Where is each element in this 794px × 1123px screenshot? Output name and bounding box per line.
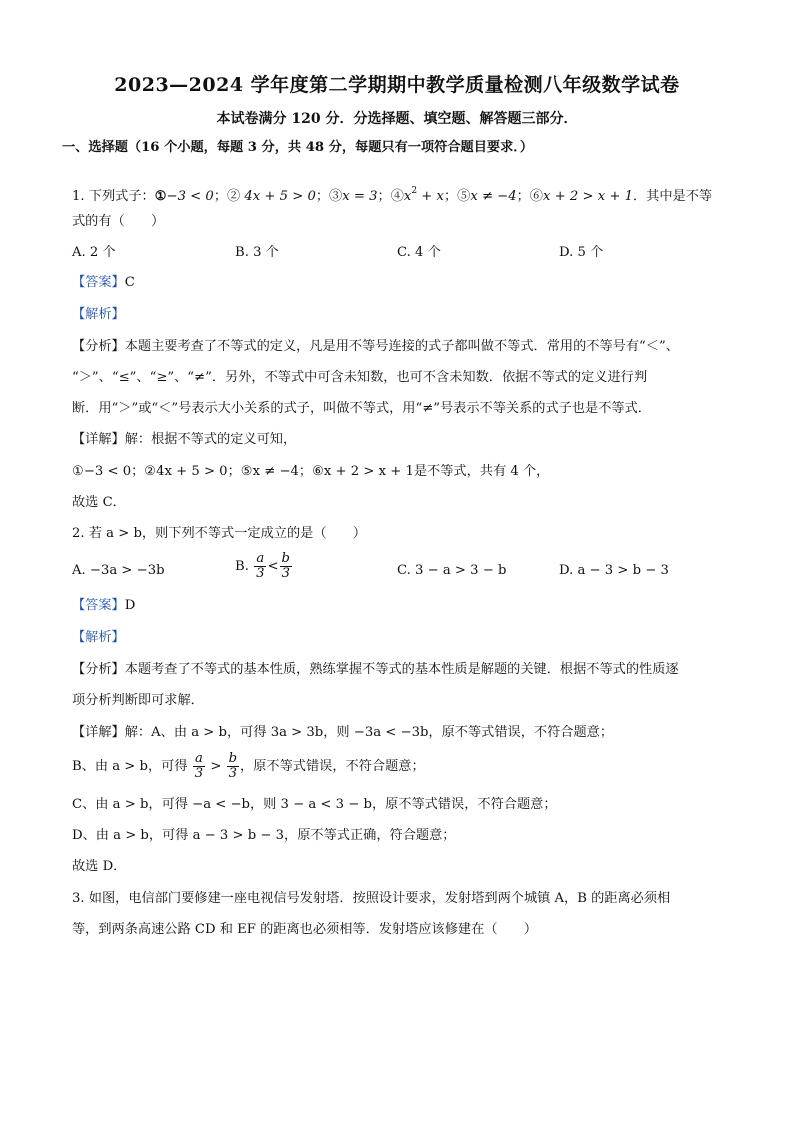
q1-fenxi-line2: “＞”、“≤”、“≥”、“≠”．另外，不等式中可含未知数，也可不含未知数．依据不等式的定义进行判	[72, 370, 648, 385]
q2-option-b-frac-a: $\frac{a}{3}$	[256, 551, 265, 581]
q1-analysis-tag: 【解析】	[72, 307, 125, 322]
q2-option-d: D. a − 3 > b − 3	[559, 563, 669, 578]
q1-detail-line1: 【详解】解：根据不等式的定义可知，	[72, 432, 297, 447]
q2-detail-b: B、由 a > b，可得 $\frac{a}{3}$ > $\frac{b}{3}$ ，原不等式错误，不符合题意；	[72, 751, 425, 781]
q2-analysis-tag: 【解析】	[72, 630, 125, 645]
q3-stem-line1: 3. 如图，电信部门要修建一座电视信号发射塔．按照设计要求，发射塔到两个城镇 A，B 的距离必须相	[72, 891, 671, 906]
q2-detail-a: 【详解】解：A、由 a > b，可得 3a > 3b，则 −3a < −3b，原不等式错误，不符合题意；	[72, 725, 614, 740]
q2-fenxi-line1: 【分析】本题考查了不等式的基本性质，熟练掌握不等式的基本性质是解题的关键．根据不等式的性质逐	[72, 662, 679, 677]
page-subtitle: 本试卷满分 120 分．分选择题、填空题、解答题三部分．	[216, 111, 578, 127]
q2-fenxi-line2: 项分析判断即可求解．	[72, 693, 204, 708]
q2-answer: 【答案】D	[72, 598, 136, 613]
q2-option-b-frac-b: $\frac{b}{3}$	[281, 551, 290, 581]
q2-stem: 2. 若 a > b，则下列不等式一定成立的是（ ）	[72, 526, 367, 541]
q1-detail-line2: ①−3 < 0；②4x + 5 > 0；⑤x ≠ −4；⑥x + 2 > x + 1是不等式，共有 4 个，	[72, 464, 550, 479]
q1-option-b: B. 3 个	[235, 245, 279, 260]
q1-stem-line1: 1. 下列式子：①−3 < 0；② 4x + 5 > 0；③x = 3；$④x^2 + x$；⑤x ≠ −4；⑥x + 2 > x + 1．其中是不等	[72, 186, 713, 204]
section-heading: 一、选择题（16 个小题，每题 3 分，共 48 分，每题只有一项符合题目要求．）	[62, 140, 534, 155]
q2-conclusion: 故选 D．	[72, 859, 127, 874]
page-title: 2023—2024 学年度第二学期期中教学质量检测八年级数学试卷	[114, 74, 680, 96]
q1-fenxi-line1: 【分析】本题主要考查了不等式的定义，凡是用不等号连接的式子都叫做不等式．常用的不等号有“＜”、	[72, 339, 679, 354]
q1-conclusion: 故选 C．	[72, 495, 126, 510]
q2-option-b: B. $\frac{a}{3}$ < $\frac{b}{3}$	[235, 551, 290, 581]
q1-option-d: D. 5 个	[559, 245, 604, 260]
q2-option-c: C. 3 − a > 3 − b	[397, 563, 507, 578]
q2-detail-d: D、由 a > b，可得 a − 3 > b − 3，原不等式正确，符合题意；	[72, 828, 456, 843]
q1-answer: 【答案】C	[72, 275, 135, 290]
q2-option-a: A. −3a > −3b	[72, 563, 165, 578]
q1-option-c: C. 4 个	[397, 245, 441, 260]
q2-detail-c: C、由 a > b，可得 −a < −b，则 3 − a < 3 − b，原不等式错误，不符合题意；	[72, 797, 557, 812]
q1-stem-line2: 式的有（ ）	[72, 214, 165, 229]
q1-option-a: A. 2 个	[72, 245, 116, 260]
q1-fenxi-line3: 断．用“＞”或“＜”号表示大小关系的式子，叫做不等式，用“≠”号表示不等关系的式子也是不等式．	[72, 401, 651, 416]
q3-stem-line2: 等，到两条高速公路 CD 和 EF 的距离也必须相等．发射塔应该修建在（ ）	[72, 922, 538, 937]
